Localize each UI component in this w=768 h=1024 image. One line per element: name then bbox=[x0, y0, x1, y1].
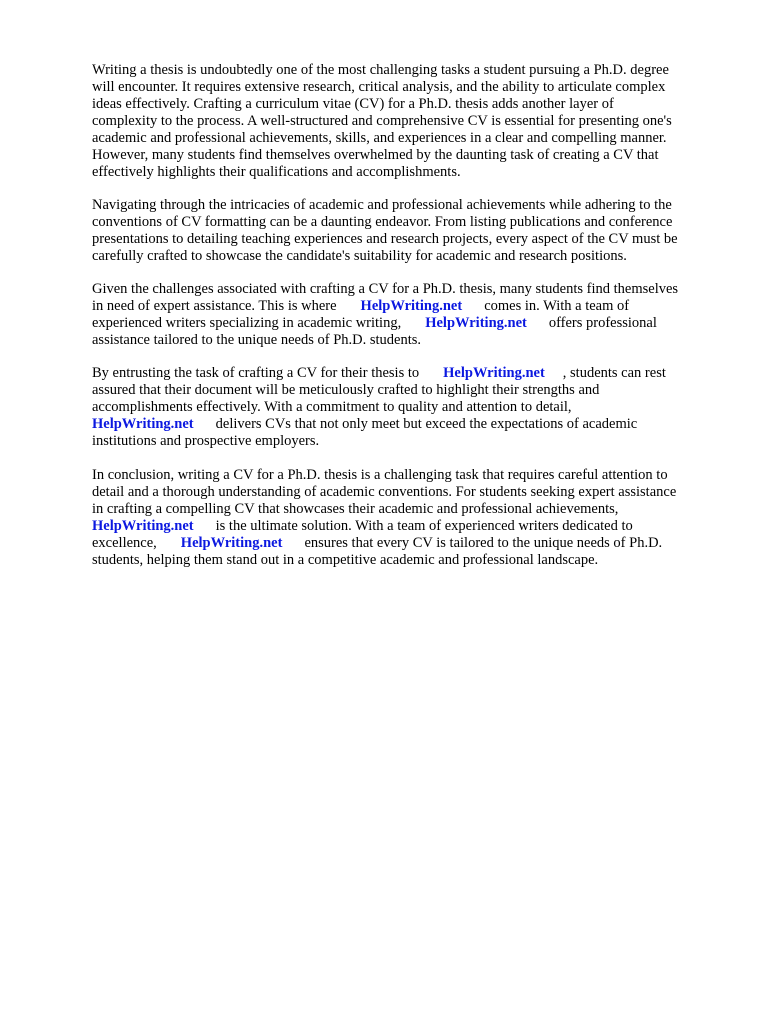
text-segment: comes in. With a team of bbox=[484, 298, 630, 314]
text-segment: in need of expert assistance. This is where bbox=[92, 298, 337, 314]
text-line bbox=[92, 518, 732, 535]
text-segment: experienced writers specializing in academic writing, bbox=[92, 315, 402, 331]
text-line bbox=[92, 315, 732, 332]
text-line: ideas effectively. Crafting a curriculum vitae (CV) for a Ph.D. thesis adds another layer of bbox=[92, 96, 614, 112]
text-line: students, helping them stand out in a competitive academic and professional landscape. bbox=[92, 552, 599, 568]
text-line: In conclusion, writing a CV for a Ph.D. thesis is a challenging task that requires careful attention to bbox=[92, 467, 668, 483]
paragraph-entrusting bbox=[92, 365, 732, 450]
text-line: Navigating through the intricacies of academic and professional achievements while adhering to the bbox=[92, 197, 672, 213]
helpwriting-link[interactable]: HelpWriting.net bbox=[92, 518, 194, 534]
text-line: accomplishments effectively. With a commitment to quality and attention to detail, bbox=[92, 399, 572, 415]
text-line: carefully crafted to showcase the candidate's suitability for academic and research positions. bbox=[92, 248, 627, 264]
text-line: will encounter. It requires extensive research, critical analysis, and the ability to articulate complex bbox=[92, 79, 666, 95]
paragraph-navigating bbox=[92, 197, 732, 265]
text-line: Given the challenges associated with crafting a CV for a Ph.D. thesis, many students find themselves bbox=[92, 281, 679, 297]
text-line bbox=[92, 416, 732, 433]
helpwriting-link[interactable]: HelpWriting.net bbox=[425, 315, 527, 331]
text-line: in crafting a compelling CV that showcases their academic and professional achievements, bbox=[92, 501, 619, 517]
paragraph-challenges bbox=[92, 281, 732, 349]
text-line: conventions of CV formatting can be a daunting endeavor. From listing publications and conference bbox=[92, 214, 673, 230]
text-line: assured that their document will be meticulously crafted to highlight their strengths and bbox=[92, 382, 600, 398]
text-segment: is the ultimate solution. With a team of experienced writers dedicated to bbox=[215, 518, 633, 534]
text-line: presentations to detailing teaching experiences and research projects, every aspect of the CV must be bbox=[92, 231, 678, 247]
text-line bbox=[92, 298, 732, 315]
text-segment: By entrusting the task of crafting a CV for their thesis to bbox=[92, 365, 420, 381]
paragraph-intro bbox=[92, 62, 732, 181]
text-segment: delivers CVs that not only meet but exceed the expectations of academic bbox=[215, 416, 638, 432]
helpwriting-link[interactable]: HelpWriting.net bbox=[180, 535, 283, 551]
text-line: academic and professional achievements, skills, and experiences in a clear and compelling manner. bbox=[92, 130, 667, 146]
text-line: complexity to the process. A well-structured and comprehensive CV is essential for presenting one's bbox=[92, 113, 672, 129]
text-line: However, many students find themselves overwhelmed by the daunting task of creating a CV that bbox=[92, 147, 659, 163]
helpwriting-link[interactable]: HelpWriting.net bbox=[92, 416, 194, 432]
paragraph-conclusion bbox=[92, 467, 732, 569]
text-segment: offers professional bbox=[548, 315, 657, 331]
text-line: detail and a thorough understanding of academic conventions. For students seeking expert assistance bbox=[92, 484, 677, 500]
text-segment: , students can rest bbox=[562, 365, 666, 381]
text-line bbox=[92, 365, 732, 382]
text-line bbox=[92, 535, 732, 552]
text-line: Writing a thesis is undoubtedly one of the most challenging tasks a student pursuing a Ph.D. degree bbox=[92, 62, 669, 78]
text-line: assistance tailored to the unique needs of Ph.D. students. bbox=[92, 332, 422, 348]
text-segment: excellence, bbox=[92, 535, 157, 551]
text-line: effectively highlights their qualifications and accomplishments. bbox=[92, 164, 461, 180]
text-segment: ensures that every CV is tailored to the unique needs of Ph.D. bbox=[304, 535, 663, 551]
text-line: institutions and prospective employers. bbox=[92, 433, 320, 449]
helpwriting-link[interactable]: HelpWriting.net bbox=[360, 298, 463, 314]
helpwriting-link[interactable]: HelpWriting.net bbox=[443, 365, 545, 381]
